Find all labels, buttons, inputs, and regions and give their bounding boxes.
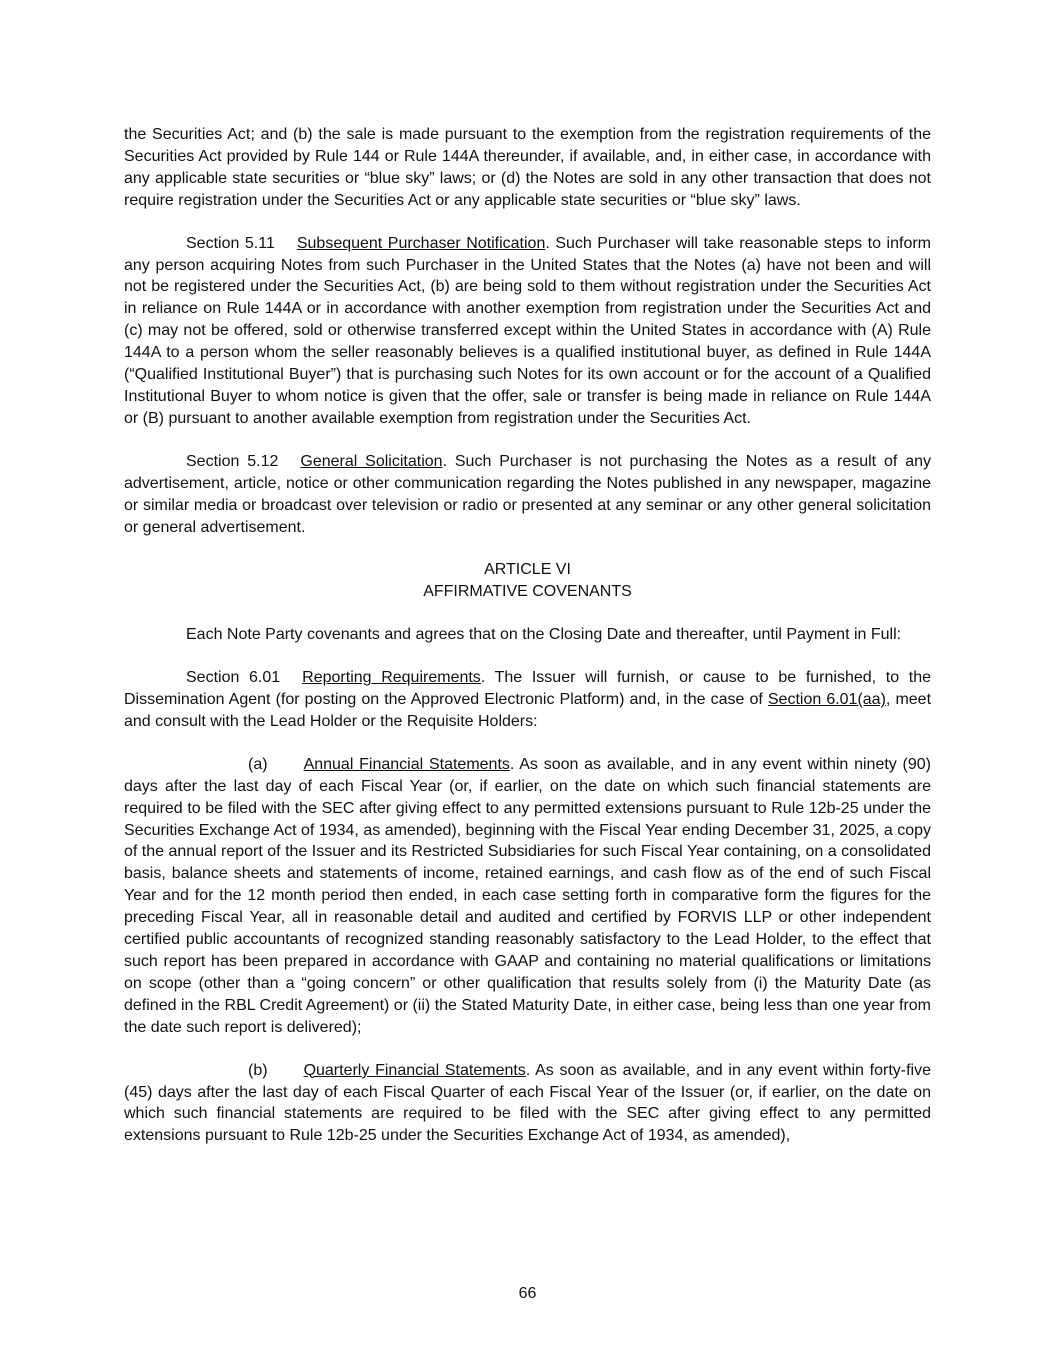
section-title: General Solicitation	[300, 452, 443, 470]
article-intro: Each Note Party covenants and agrees that on the Closing Date and thereafter, until Payment in Full:	[186, 626, 902, 644]
article-title: AFFIRMATIVE COVENANTS	[423, 583, 632, 601]
page-number: 66	[518, 1285, 537, 1302]
clause-body: . As soon as available, and in any event within forty-five (45) days after the last day of each Fiscal Quarter of each Fiscal Year of the Issuer (or, if earlier, on the date on which such financial statements are required to be filed with the SEC after giving effect to any permitted extensions pursuant to Rule 12b-25 under the Securities Exchange Act of 1934, as amended),	[124, 1061, 931, 1145]
section-body: . The Issuer will furnish, or cause to be furnished, to the Dissemination Agent (for posting on the Approved Electronic Platform) and, in the case of	[124, 669, 932, 709]
document-page	[124, 124, 931, 1168]
section-number: Section 5.11	[186, 234, 275, 252]
section-number: Section 5.12	[186, 452, 279, 470]
clause-body: . As soon as available, and in any event within ninety (90) days after the last day of each Fiscal Year (or, if earlier, on the date on which such financial statements are required to be filed with the SEC after giving effect to any permitted extensions pursuant to Rule 12b-25 under the Securities Exchange Act of 1934, as amended), beginning with the Fiscal Year ending December 31, 2025, a copy of the annual report of the Issuer and its Restricted Subsidiaries for such Fiscal Year containing, on a consolidated basis, balance sheets and statements of income, retained earnings, and cash flow as of the end of such Fiscal Year and for the 12 month period then ended, in each case setting forth in comparative form the figures for the preceding Fiscal Year, all in reasonable detail and audited and certified by FORVIS LLP or other independent certified public accountants of recognized standing reasonably satisfactory to the Lead Holder, to the effect that such report has been prepared in accordance with GAAP and containing no material qualifications or limitations on scope (other than a “going concern” or other qualification that results solely from (i) the Maturity Date (as defined in the RBL Credit Agreement) or (ii) the Stated Maturity Date, in either case, being less than one year from the date such report is delivered);	[124, 755, 932, 1036]
clause-title: Annual Financial Statements	[303, 755, 510, 773]
section-body: . Such Purchaser is not purchasing the Notes as a result of any advertisement, article, notice or other communication regarding the Notes published in any newspaper, magazine or similar media or broadcast over television or radio or presented at any seminar or any other general solicitation or general advertisement.	[124, 452, 932, 536]
section-reference: Section 6.01(aa)	[767, 691, 886, 709]
section-5-12	[124, 451, 931, 539]
clause-a	[124, 754, 931, 1039]
paragraph-continuation: the Securities Act; and (b) the sale is made pursuant to the exemption from the registration requirements of the Securities Act provided by Rule 144 or Rule 144A thereunder, if available, and, in either case, in accordance with any applicable state securities or “blue sky” laws; or (d) the Notes are sold in any other transaction that does not require registration under the Securities Act or any applicable state securities or “blue sky” laws.	[124, 126, 931, 209]
section-number: Section 6.01	[186, 669, 281, 687]
clause-title: Quarterly Financial Statements	[303, 1061, 526, 1079]
clause-number: (b)	[248, 1061, 268, 1079]
section-title: Subsequent Purchaser Notification	[296, 234, 546, 252]
section-title: Reporting Requirements	[302, 669, 481, 687]
section-body: . Such Purchaser will take reasonable steps to inform any person acquiring Notes from such Purchaser in the United States that the Notes (a) have not been and will not be registered under the Securities Act, (b) are being sold to them without registration under the Securities Act in reliance on Rule 144A or in accordance with another exemption from registration under the Securities Act and (c) may not be offered, sold or otherwise transferred except within the United States in accordance with (A) Rule 144A to a person whom the seller reasonably believes is a qualified institutional buyer, as defined in Rule 144A (“Qualified Institutional Buyer”) that is purchasing such Notes for its own account or for the account of a Qualified Institutional Buyer to whom notice is given that the offer, sale or transfer is being made in reliance on Rule 144A or (B) pursuant to another available exemption from registration under the Securities Act.	[124, 234, 931, 427]
section-6-01	[124, 667, 931, 733]
clause-b	[124, 1060, 931, 1148]
article-number: ARTICLE VI	[484, 561, 571, 579]
section-body-end: , meet and consult with the Lead Holder or the Requisite Holders:	[124, 691, 932, 730]
clause-number: (a)	[248, 755, 268, 773]
section-5-11	[124, 233, 931, 430]
